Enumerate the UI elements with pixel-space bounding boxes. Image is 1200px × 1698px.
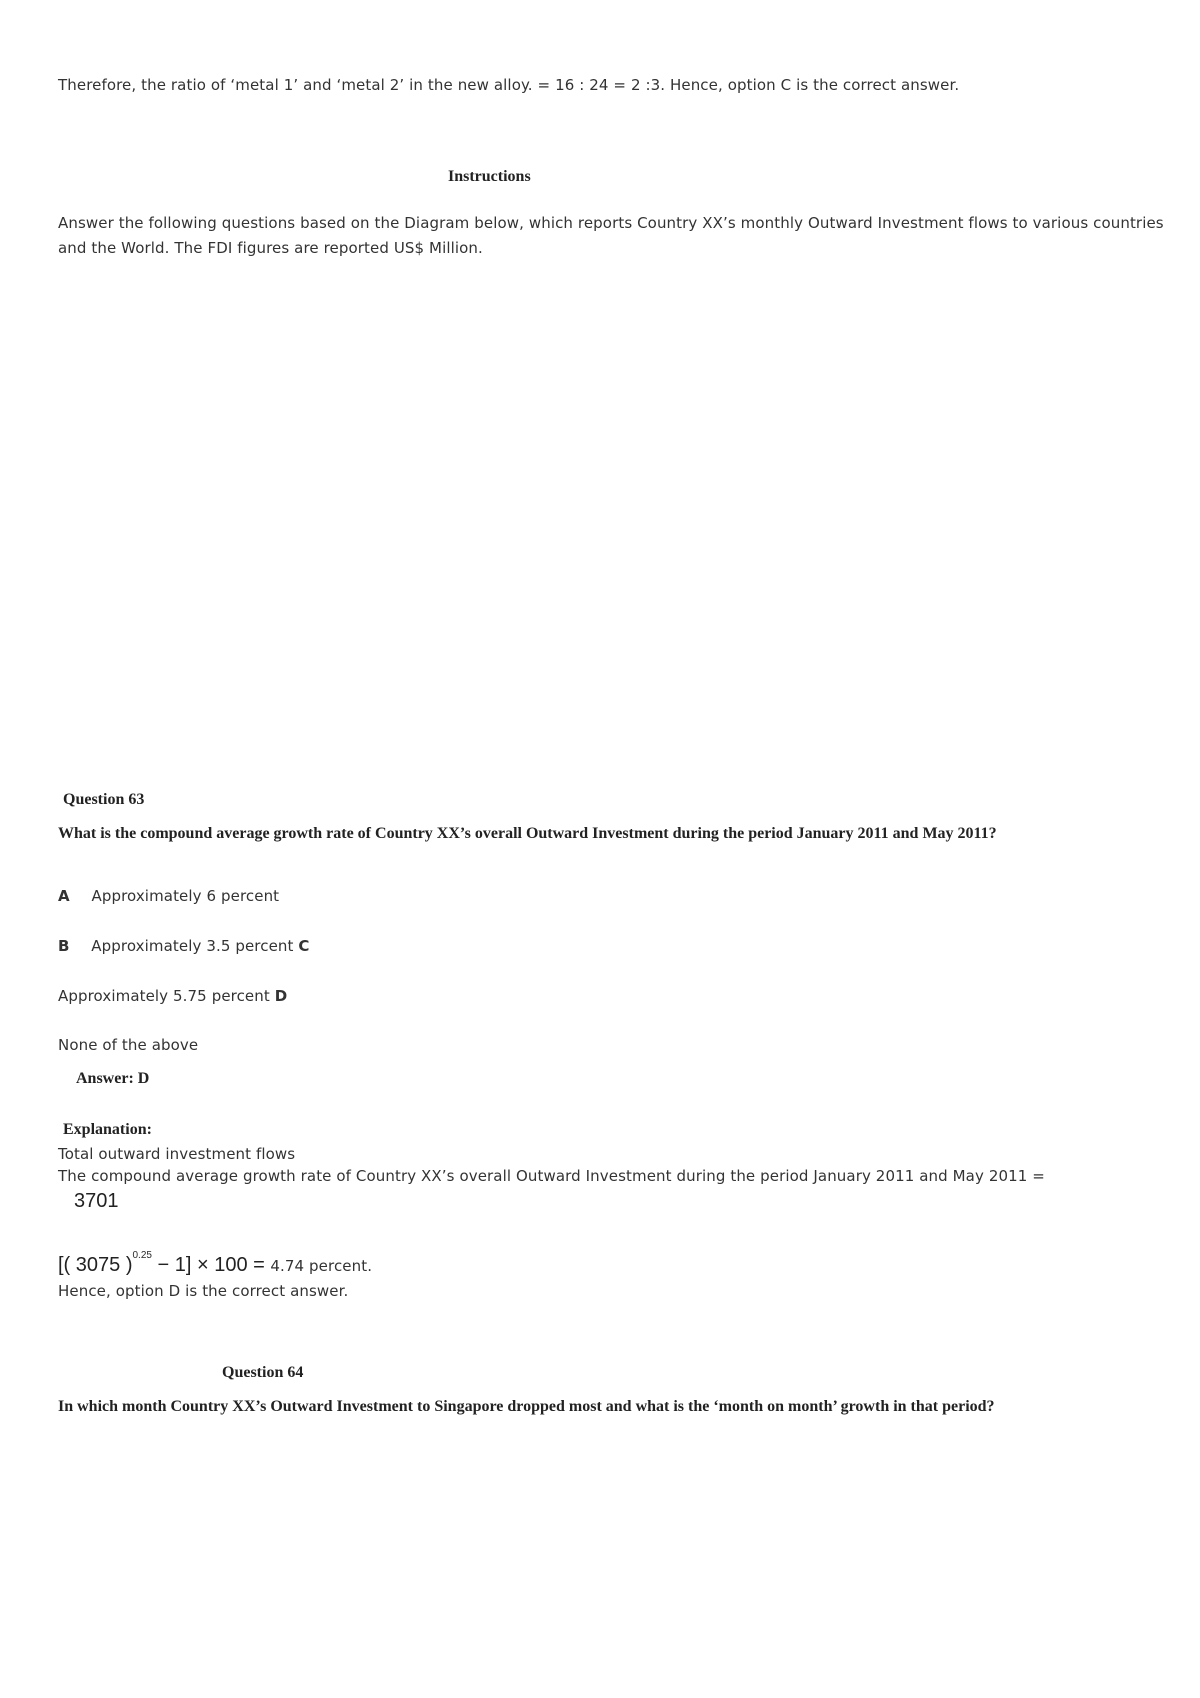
- question-63-text: What is the compound average growth rate of Country XX’s overall Outward Investment during the period January 2011 and May 2011?: [58, 825, 997, 842]
- answer-text: Answer: D: [76, 1070, 150, 1087]
- option-c: [58, 987, 287, 1005]
- cagr-formula: [58, 1250, 373, 1277]
- option-b: [58, 937, 309, 955]
- instructions-heading: Instructions: [448, 168, 531, 185]
- formula-result: 4.74 percent.: [270, 1257, 373, 1275]
- option-d-text: None of the above: [58, 1036, 199, 1054]
- formula-close: − 1] × 100 =: [151, 1254, 271, 1276]
- formula-numerator: 3701: [74, 1190, 119, 1212]
- option-a-text: Approximately 6 percent: [91, 887, 280, 905]
- formula-exponent: 0.25: [132, 1250, 152, 1261]
- question-64-text: In which month Country XX’s Outward Investment to Singapore dropped most and what is the ‘month on month’ growth in that period?: [58, 1398, 995, 1415]
- explanation-line-2: The compound average growth rate of Country XX’s overall Outward Investment during the period January 2011 and May 2011 =: [58, 1167, 1045, 1185]
- question-63-label: Question 63: [63, 791, 145, 808]
- option-b-text: Approximately 3.5 percent: [91, 937, 294, 955]
- option-a-letter: A: [58, 887, 70, 905]
- explanation-conclusion: Hence, option D is the correct answer.: [58, 1282, 349, 1300]
- option-c-letter: C: [298, 937, 310, 955]
- option-c-text: Approximately 5.75 percent: [58, 987, 270, 1005]
- instructions-line-1: Answer the following questions based on the Diagram below, which reports Country XX’s monthly Outward Investment flows to various countries: [58, 214, 1164, 232]
- option-b-letter: B: [58, 937, 70, 955]
- explanation-label: Explanation:: [63, 1121, 152, 1138]
- formula-open: [( 3075 ): [58, 1254, 133, 1276]
- option-a: [58, 887, 279, 905]
- instructions-line-2: and the World. The FDI figures are reported US$ Million.: [58, 239, 483, 257]
- option-d-letter: D: [274, 987, 288, 1005]
- question-64-label: Question 64: [222, 1364, 304, 1381]
- explanation-line-1: Total outward investment flows: [58, 1145, 296, 1163]
- ratio-conclusion-text: Therefore, the ratio of ‘metal 1’ and ‘metal 2’ in the new alloy. = 16 : 24 = 2 :3. Hence, option C is the correct answer.: [58, 76, 960, 94]
